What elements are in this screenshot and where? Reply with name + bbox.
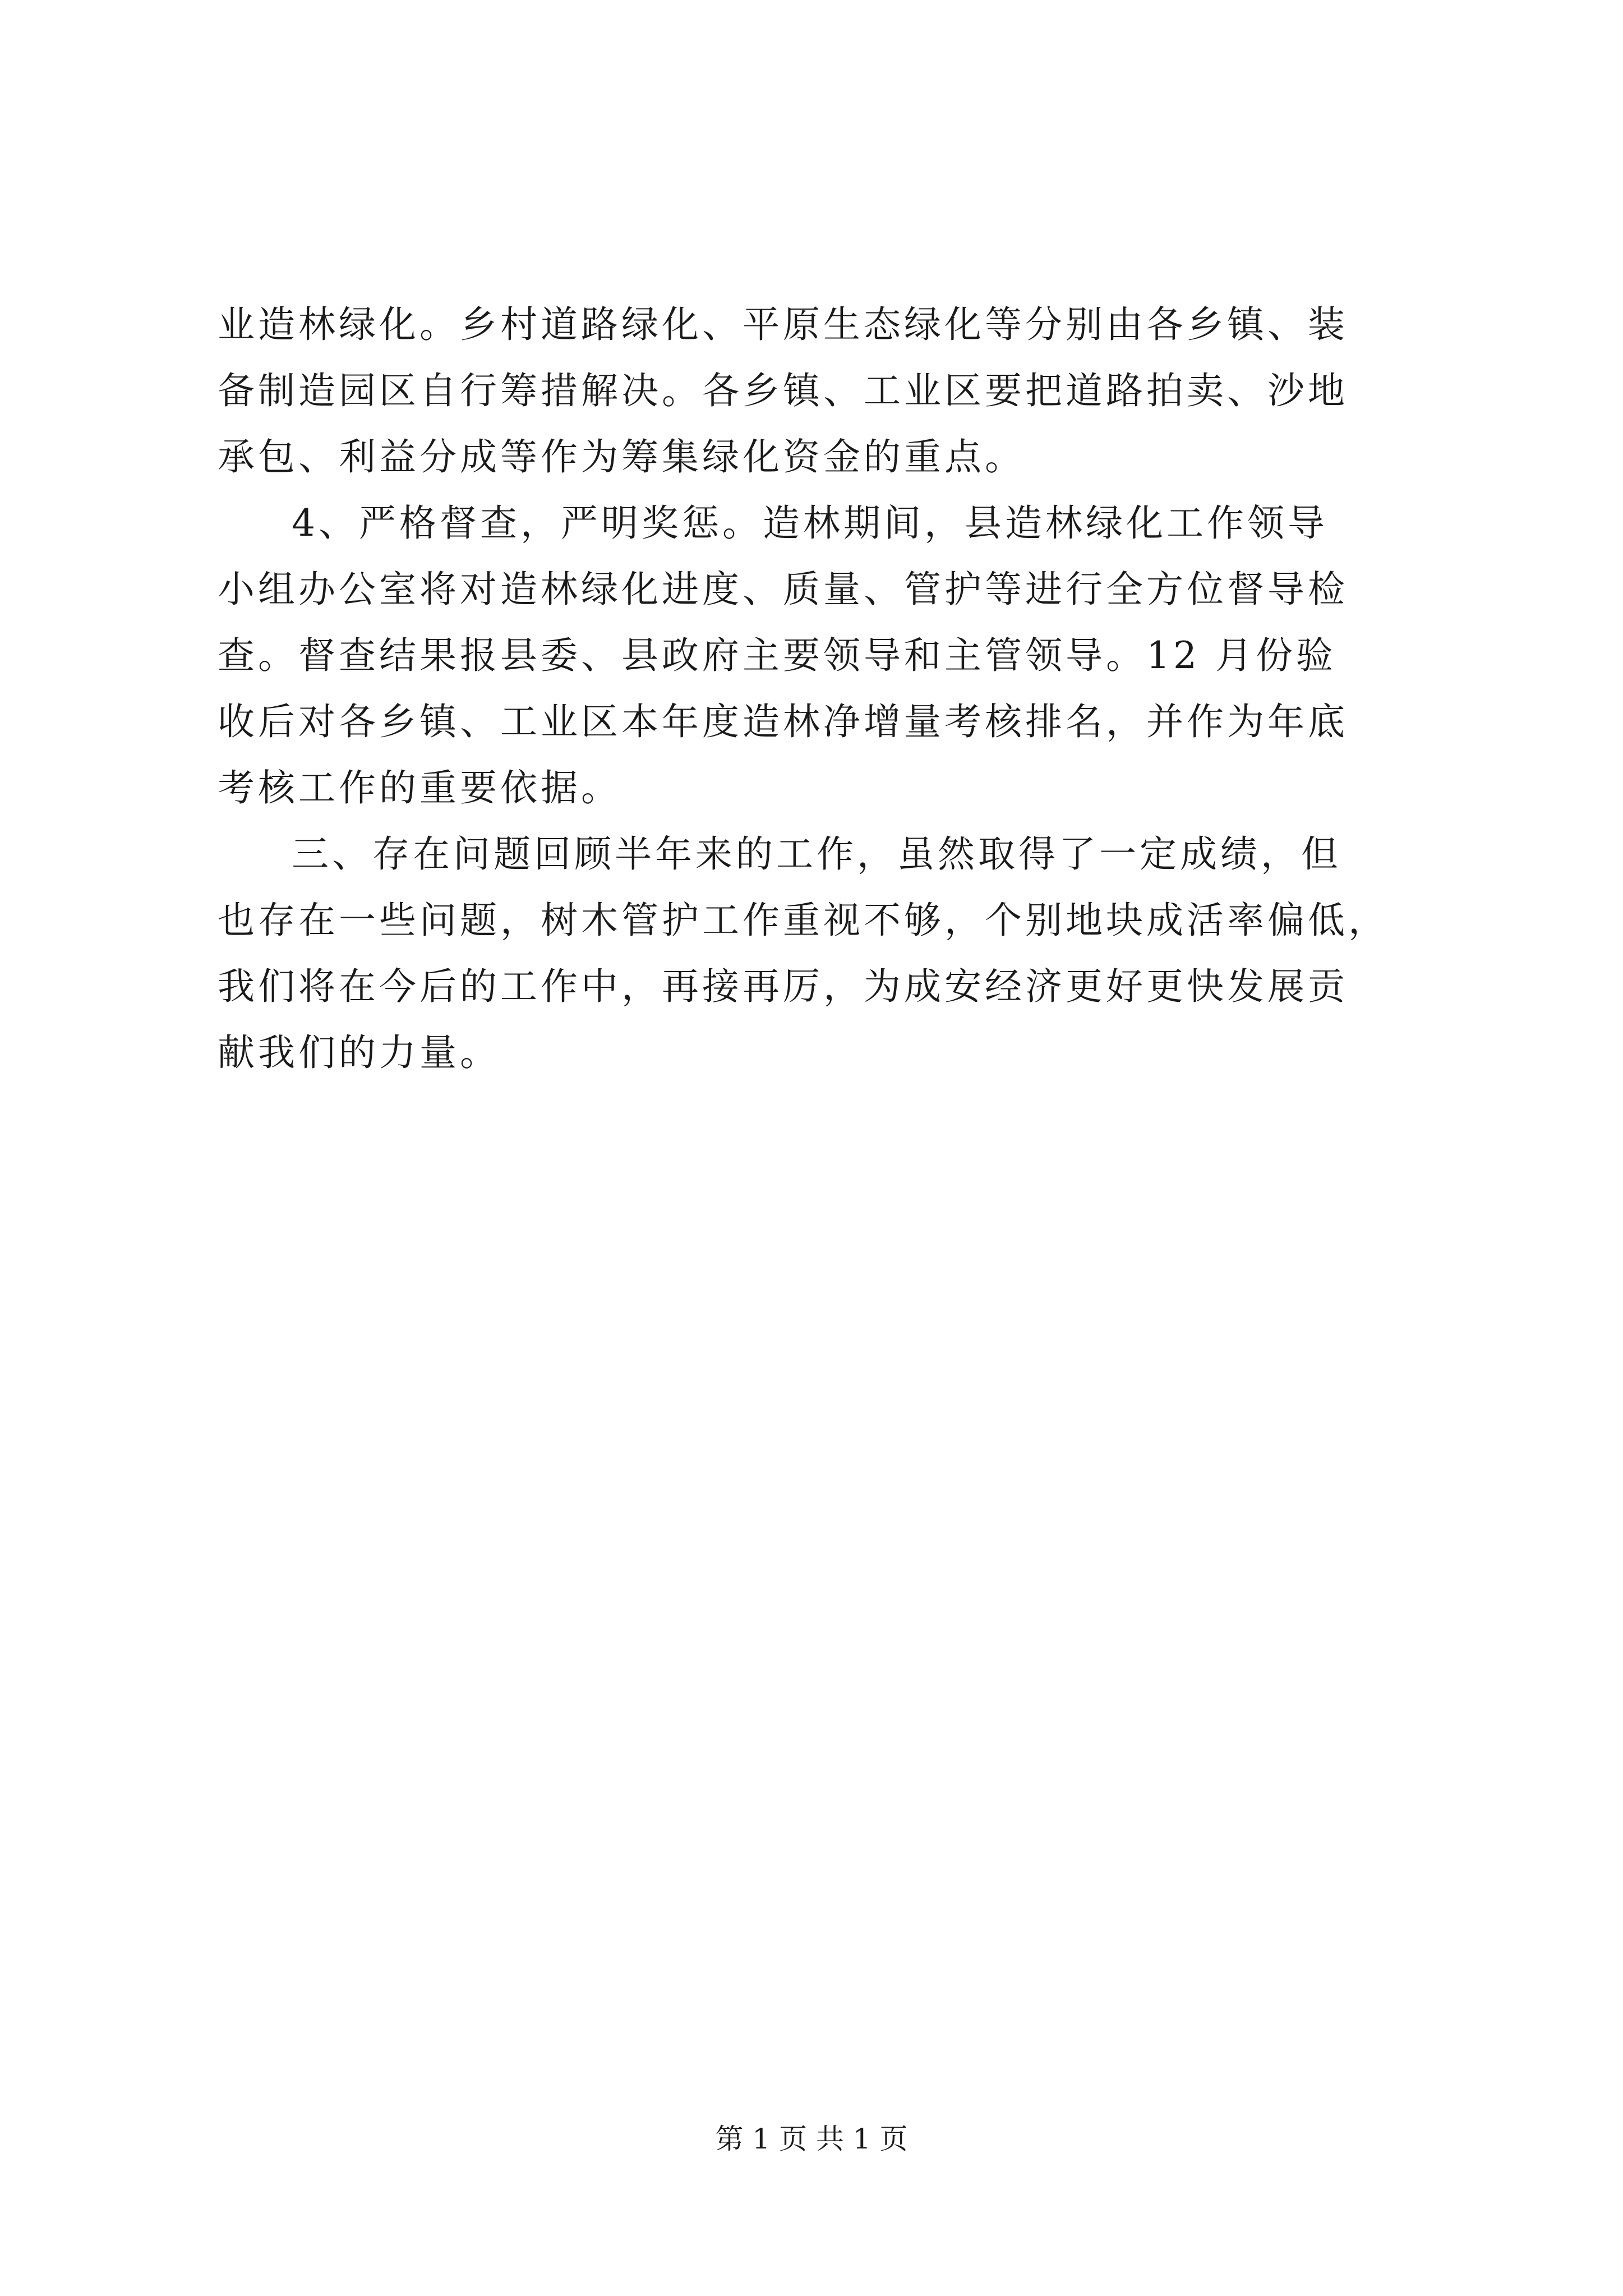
page-number-footer: 第 1 页 共 1 页 <box>715 2123 908 2155</box>
body-text <box>218 292 1423 1086</box>
paragraph-line: 业造林绿化。乡村道路绿化、平原生态绿化等分别由各乡镇、装 <box>218 303 1348 346</box>
paragraph-line: 备制造园区自行筹措解决。各乡镇、工业区要把道路拍卖、沙地 <box>218 369 1348 412</box>
paragraph-line: 承包、利益分成等作为筹集绿化资金的重点。 <box>218 435 1025 478</box>
paragraph-line: 三、存在问题回顾半年来的工作，虽然取得了一定成绩，但 <box>292 832 1341 876</box>
paragraph-line: 小组办公室将对造林绿化进度、质量、管护等进行全方位督导检 <box>218 568 1348 611</box>
paragraph-line: 4、严格督查，严明奖惩。造林期间，县造林绿化工作领导 <box>292 501 1328 545</box>
paragraph-line: 献我们的力量。 <box>218 1031 500 1074</box>
paragraph-line: 查。督查结果报县委、县政府主要领导和主管领导。12 月份验 <box>218 634 1336 677</box>
paragraph-line: 也存在一些问题，树木管护工作重视不够，个别地块成活率偏低， <box>218 899 1389 942</box>
paragraph-line: 收后对各乡镇、工业区本年度造林净增量考核排名，并作为年底 <box>218 700 1348 743</box>
paragraph-line: 考核工作的重要依据。 <box>218 766 621 809</box>
paragraph-line: 我们将在今后的工作中，再接再厉，为成安经济更好更快发展贡 <box>218 965 1348 1008</box>
